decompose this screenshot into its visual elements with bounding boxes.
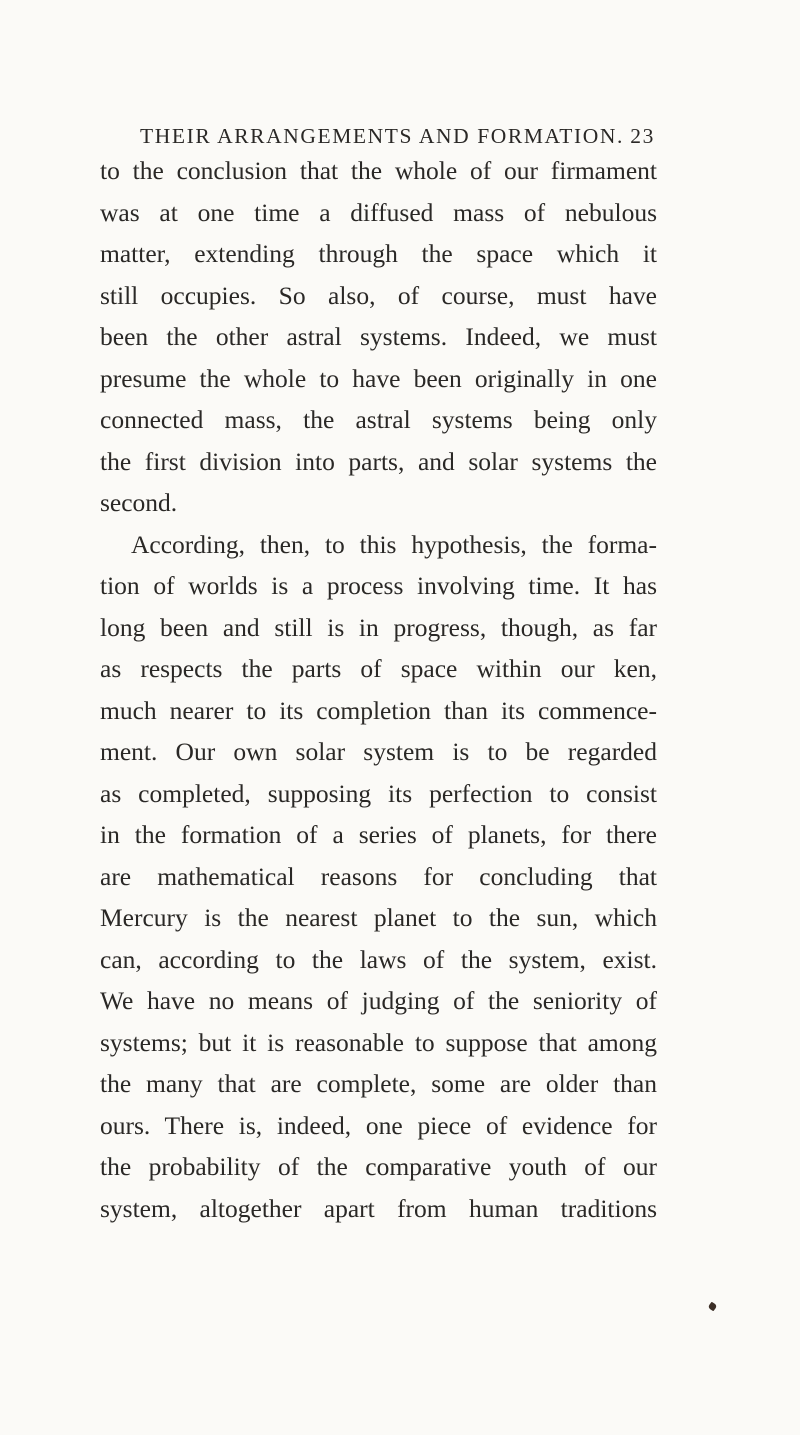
text-line: ment. Our own solar system is to be regarded [100, 737, 657, 766]
text-line: as completed, supposing its perfection to consist [100, 778, 657, 808]
text-line: can, according to the laws of the system, exist. [100, 944, 657, 974]
text-line: are mathematical reasons for concluding that [100, 861, 657, 891]
text-line-paragraph-start: According, then, to this hypothesis, the forma- [131, 529, 657, 559]
text-line: been the other astral systems. Indeed, we must [100, 322, 657, 351]
text-line: matter, extending through the space which it [100, 239, 657, 268]
text-line: We have no means of judging of the seniority of [100, 986, 657, 1015]
page-number: 23 [630, 124, 655, 148]
text-line-paragraph-end: second. [100, 488, 178, 517]
text-line: as respects the parts of space within our ken, [100, 654, 657, 683]
text-line: presume the whole to have been originally in one [100, 363, 657, 393]
text-line: tion of worlds is a process involving time. It has [100, 571, 657, 600]
text-line: system, altogether apart from human traditions [100, 1193, 657, 1223]
text-line: the first division into parts, and solar systems the [100, 446, 657, 476]
running-head-title: THEIR ARRANGEMENTS AND FORMATION. [140, 124, 625, 148]
text-line: to the conclusion that the whole of our firmament [100, 156, 657, 185]
text-line: still occupies. So also, of course, must have [100, 280, 657, 310]
text-line: in the formation of a series of planets, for there [100, 820, 657, 849]
text-line: much nearer to its completion than its commence- [100, 695, 657, 725]
text-line: the many that are complete, some are older than [100, 1069, 657, 1098]
text-line: the probability of the comparative youth of our [100, 1152, 657, 1181]
ink-speck [708, 1302, 718, 1312]
text-line: Mercury is the nearest planet to the sun, which [100, 903, 657, 932]
text-line: was at one time a diffused mass of nebulous [100, 197, 657, 227]
text-line: connected mass, the astral systems being only [100, 405, 657, 434]
text-line: long been and still is in progress, though, as far [100, 612, 657, 642]
body-text [100, 150, 657, 1229]
text-line: ours. There is, indeed, one piece of evidence for [100, 1110, 657, 1140]
text-line: systems; but it is reasonable to suppose that among [100, 1027, 657, 1057]
